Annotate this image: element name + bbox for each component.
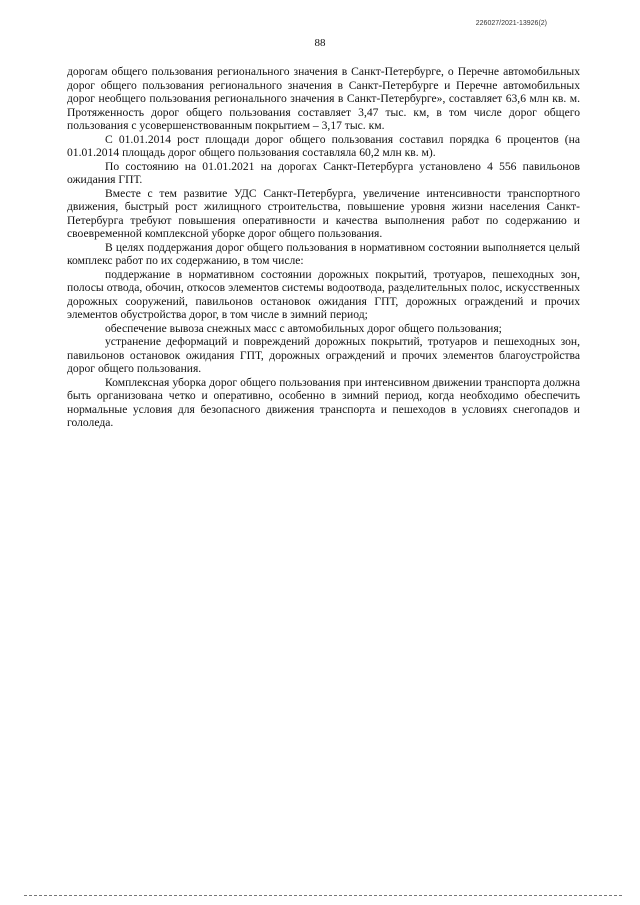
document-body xyxy=(67,65,580,430)
paragraph: С 01.01.2014 рост площади дорог общего пользования составил порядка 6 процентов (на 01.01.2014 площадь дорог общего пользования составляла 60,2 млн кв. м). xyxy=(67,132,580,159)
list-item: устранение деформаций и повреждений дорожных покрытий, тротуаров и пешеходных зон, павильонов остановок ожидания ГПТ, дорожных ограждений и прочих элементов благоустройства дорог общего пользования. xyxy=(67,335,580,375)
paragraph: дорогам общего пользования регионального значения в Санкт-Петербурге, о Перечне автомобильных дорог общего пользования регионального значения в Санкт-Петербурге и Перечне автомобильных дорог необщего пользования регионального значения в Санкт-Петербурге», составляет 63,6 млн кв. м. Протяженность дорог общего пользования составляет 3,47 тыс. км, в том числе дорог общего пользования с усовершенствованным покрытием – 3,17 тыс. км. xyxy=(67,65,580,132)
list-item: обеспечение вывоза снежных масс с автомобильных дорог общего пользования; xyxy=(105,321,502,335)
paragraph: В целях поддержания дорог общего пользования в нормативном состоянии выполняется целый комплекс работ по их содержанию, в том числе: xyxy=(67,240,580,267)
document-id: 226027/2021-13926(2) xyxy=(475,20,547,27)
footer-divider xyxy=(24,895,622,896)
list-item: поддержание в нормативном состоянии дорожных покрытий, тротуаров, пешеходных зон, полосы отвода, обочин, откосов элементов системы водоотвода, разделительных полос, искусственных дорожных сооружений, павильонов остановок ожидания ГПТ, дорожных ограждений и прочих элементов обустройства дорог, в том числе в зимний период; xyxy=(67,267,580,321)
paragraph: Комплексная уборка дорог общего пользования при интенсивном движении транспорта должна быть организована четко и оперативно, особенно в зимний период, когда необходимо обеспечить нормальные условия для безопасного движения транспорта и пешеходов в условиях снегопадов и гололеда. xyxy=(67,375,580,429)
paragraph: По состоянию на 01.01.2021 на дорогах Санкт-Петербурга установлено 4 556 павильонов ожидания ГПТ. xyxy=(67,159,580,186)
page-number: 88 xyxy=(314,37,326,49)
paragraph: Вместе с тем развитие УДС Санкт-Петербурга, увеличение интенсивности транспортного движения, быстрый рост жилищного строительства, повышение уровня жизни населения Санкт-Петербурга требуют повышения оперативности и качества выполнения работ по содержанию и своевременной комплексной уборке дорог общего пользования. xyxy=(67,186,580,240)
